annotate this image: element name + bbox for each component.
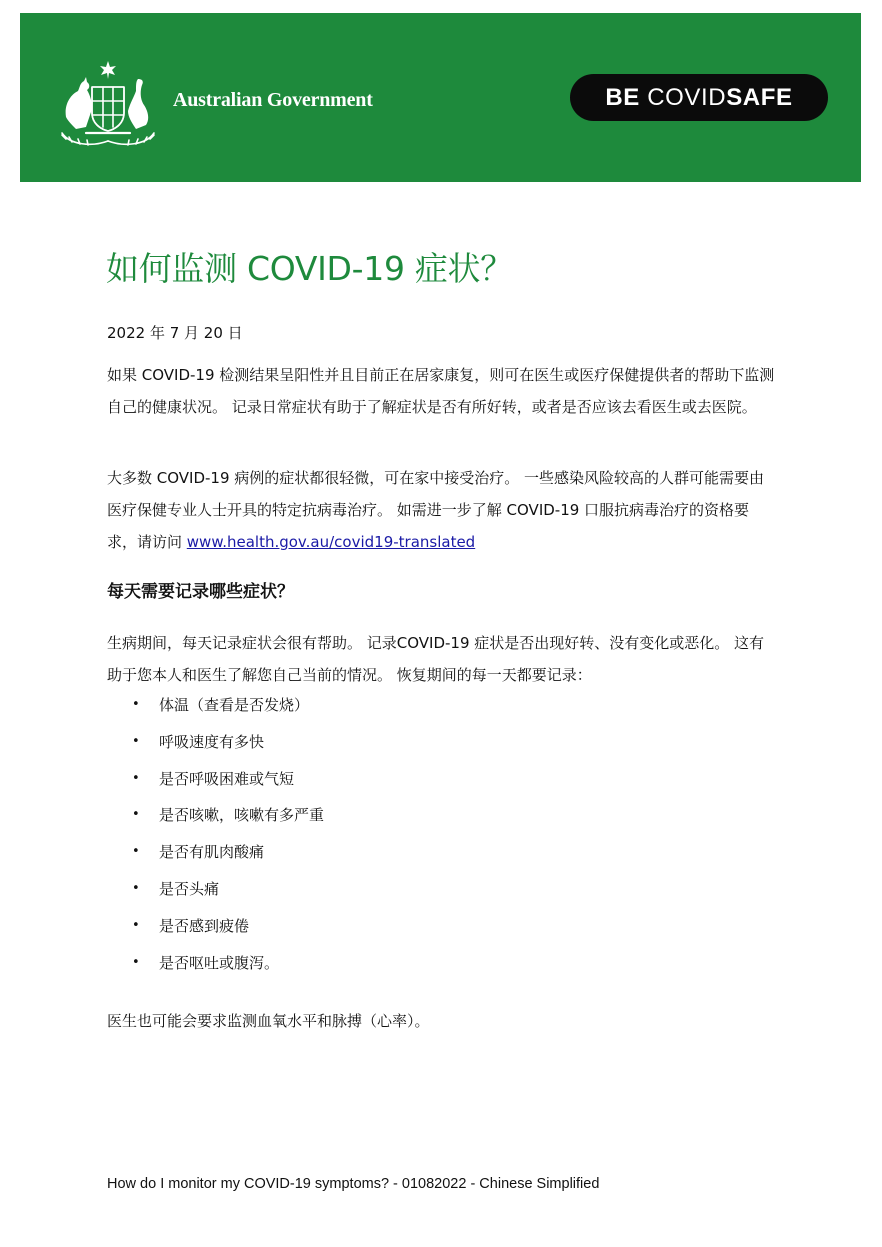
bullet-icon: •	[132, 880, 140, 896]
list-item-text: 是否呕吐或腹泻。	[159, 953, 280, 972]
list-item-text: 是否头痛	[159, 879, 220, 898]
list-item	[132, 910, 324, 947]
list-item-text: 体温（查看是否发烧）	[159, 696, 310, 714]
list-item	[132, 799, 324, 836]
bullet-icon: •	[132, 807, 140, 823]
header-banner	[20, 13, 861, 182]
treatment-paragraph	[107, 462, 779, 558]
be-covidsafe-badge	[570, 74, 828, 121]
symptom-list	[132, 689, 324, 983]
list-item-text: 呼吸速度有多快	[159, 732, 265, 751]
bullet-icon: •	[132, 697, 140, 712]
section-heading: 每天需要记录哪些症状？	[107, 582, 294, 602]
record-symptoms-paragraph: 生病期间，每天记录症状会很有帮助。 记录COVID-19 症状是否出现好转、没有变化或恶化。 这有助于您本人和医生了解您自己当前的情况。 恢复期间的每一天都要记录：	[107, 634, 765, 684]
coat-of-arms-icon	[52, 57, 164, 149]
page-footer: How do I monitor my COVID-19 symptoms? - 01082022 - Chinese Simplified	[107, 1176, 600, 1192]
bullet-icon: •	[132, 733, 140, 749]
page-title: 如何监测 COVID-19 症状？	[106, 249, 513, 288]
list-item	[132, 947, 324, 984]
list-item	[132, 873, 324, 910]
bullet-icon: •	[132, 954, 140, 970]
list-item-text: 是否有肌肉酸痛	[159, 843, 265, 862]
list-item	[132, 763, 324, 800]
list-item-text: 是否呼吸困难或气短	[159, 769, 295, 788]
badge-text-safe: SAFE	[726, 84, 793, 111]
badge-text-be: BE	[605, 84, 648, 111]
list-item-text: 是否咳嗽，咳嗽有多严重	[159, 806, 325, 825]
bullet-icon: •	[132, 917, 140, 933]
health-website-link[interactable]: www.health.gov.au/covid19-translated	[186, 533, 476, 551]
bullet-icon: •	[132, 844, 140, 860]
list-item	[132, 689, 324, 726]
treatment-paragraph-text: 大多数 COVID-19 病例的症状都很轻微，可在家中接受治疗。 一些感染风险较高的人群可能需要由医疗保健专业人士开具的特定抗病毒治疗。 如需进一步了解 COVID-19 口服抗病毒治疗的资格要求，请访问	[107, 469, 765, 551]
government-name: Australian Government	[173, 89, 373, 111]
list-item-text: 是否感到疲倦	[159, 916, 250, 935]
document-date: 2022 年 7 月 20 日	[107, 324, 243, 342]
badge-text-covid: COVID	[647, 84, 727, 111]
bullet-icon: •	[132, 770, 140, 786]
intro-paragraph: 如果 COVID-19 检测结果呈阳性并且目前正在居家康复，则可在医生或医疗保健提供者的帮助下监测自己的健康状况。 记录日常症状有助于了解症状是否有所好转，或者是否应该去看医生或去医院。	[107, 366, 775, 416]
list-item	[132, 836, 324, 873]
oxygen-monitoring-paragraph: 医生也可能会要求监测血氧水平和脉搏（心率）。	[107, 1012, 430, 1030]
list-item	[132, 726, 324, 763]
